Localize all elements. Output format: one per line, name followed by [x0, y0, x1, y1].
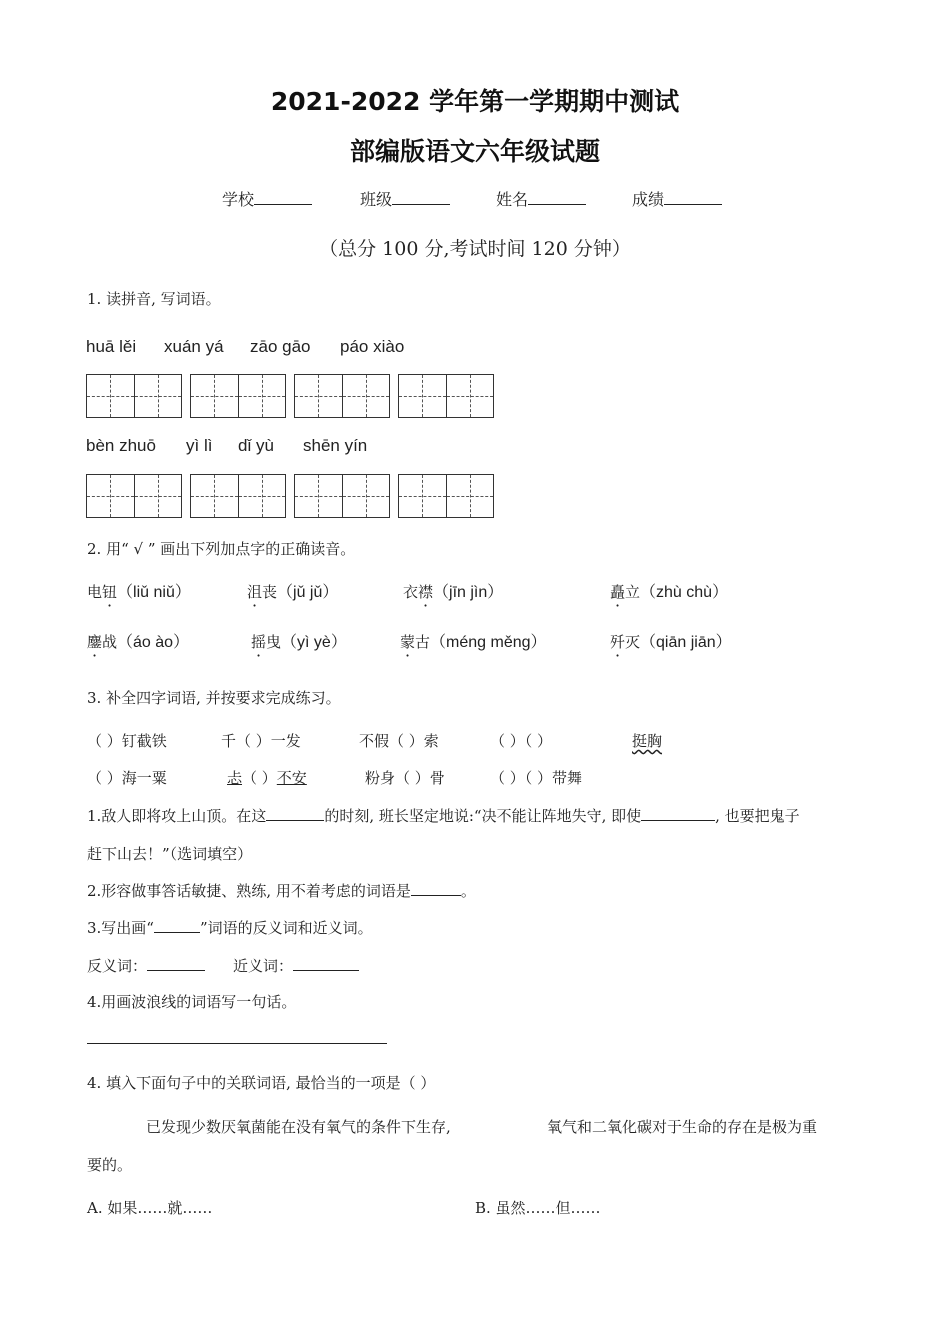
- name-field[interactable]: 姓名: [496, 187, 586, 210]
- writing-grid[interactable]: [190, 374, 286, 418]
- antonym-field[interactable]: 反义词：: [87, 955, 205, 976]
- fill-sentence-1[interactable]: 1.敌人即将攻上山顶。在这 的时刻, 班长坚定地说:“决不能让阵地失守, 即使 , 也要把鬼子: [87, 807, 800, 825]
- idiom-blank[interactable]: 粉身（ ）骨: [365, 769, 445, 787]
- idiom-blank[interactable]: 忐（ ）不安: [227, 769, 307, 787]
- q4-sentence-cont: 氧气和二氧化碳对于生命的存在是极为重: [547, 1118, 818, 1136]
- idiom-blank[interactable]: 不假（ ）索: [359, 732, 439, 750]
- fill-sentence-4: 4.用画波浪线的词语写一句话。: [87, 993, 297, 1011]
- pinyin-2: xuán yá: [164, 337, 224, 356]
- page-title: 2021-2022 学年第一学期期中测试: [270, 87, 680, 116]
- fill-sentence-1-cont: 赶下山去！”（选词填空）: [87, 845, 253, 863]
- pronunciation-item[interactable]: 蒙古（méng měng）: [400, 633, 547, 651]
- pronunciation-item[interactable]: 矗立（zhù chù）: [610, 583, 729, 601]
- idiom-blank[interactable]: 千（ ）一发: [221, 732, 301, 750]
- q4-sentence: 已发现少数厌氧菌能在没有氧气的条件下生存,: [146, 1118, 451, 1136]
- pinyin-4: páo xiào: [340, 337, 405, 356]
- pronunciation-item[interactable]: 衣襟（jīn jìn）: [403, 583, 504, 601]
- idiom-blank[interactable]: （ ）（ ）: [490, 732, 553, 750]
- pronunciation-item[interactable]: 歼灭（qiān jiān）: [610, 633, 732, 651]
- idiom-blank[interactable]: （ ）钉截铁: [87, 732, 167, 750]
- writing-grid[interactable]: [294, 374, 390, 418]
- pronunciation-item[interactable]: 摇曳（yì yè）: [251, 633, 347, 651]
- page-subtitle: 部编版语文六年级试题: [349, 137, 600, 166]
- pinyin-6: yì lì: [186, 436, 213, 455]
- score-note: （总分 100 分,考试时间 120 分钟）: [319, 238, 631, 260]
- writing-grid[interactable]: [398, 474, 494, 518]
- writing-grid[interactable]: [294, 474, 390, 518]
- idiom-blank[interactable]: （ ）（ ）带舞: [490, 769, 583, 787]
- pinyin-3: zāo gāo: [250, 337, 311, 356]
- answer-line[interactable]: [87, 1043, 387, 1044]
- q3-prompt: 3. 补全四字词语, 并按要求完成练习。: [87, 689, 341, 707]
- synonym-field[interactable]: 近义词：: [233, 955, 359, 976]
- q2-prompt: 2. 用“ √ ” 画出下列加点字的正确读音。: [87, 540, 356, 558]
- q4-prompt: 4. 填入下面句子中的关联词语, 最恰当的一项是（ ）: [87, 1074, 436, 1092]
- pronunciation-item[interactable]: 电钮（liǔ niǔ）: [87, 583, 191, 601]
- fill-sentence-3[interactable]: 3.写出画“ ”词语的反义词和近义词。: [87, 919, 373, 937]
- pronunciation-item[interactable]: 鏖战（áo ào）: [87, 633, 190, 651]
- pinyin-7: dǐ yù: [238, 436, 274, 455]
- option-a[interactable]: A. 如果……就……: [87, 1199, 213, 1217]
- writing-grid[interactable]: [86, 374, 182, 418]
- score-field[interactable]: 成绩: [632, 187, 722, 210]
- fill-sentence-2[interactable]: 2.形容做事答话敏捷、熟练, 用不着考虑的词语是 。: [87, 882, 476, 900]
- idiom-blank[interactable]: （ ）海一粟: [87, 769, 167, 787]
- pinyin-8: shēn yín: [303, 436, 368, 455]
- school-field[interactable]: 学校: [222, 187, 312, 210]
- writing-grid[interactable]: [190, 474, 286, 518]
- pinyin-5: bèn zhuō: [86, 436, 156, 455]
- pronunciation-item[interactable]: 沮丧（jǔ jǔ）: [247, 583, 339, 601]
- wavy-word: 挺胸: [632, 732, 663, 750]
- q4-sentence-end: 要的。: [87, 1156, 133, 1174]
- q1-prompt: 1. 读拼音, 写词语。: [87, 290, 221, 308]
- pinyin-1: huā lěi: [86, 337, 137, 356]
- writing-grid[interactable]: [86, 474, 182, 518]
- option-b[interactable]: B. 虽然……但……: [475, 1199, 601, 1217]
- writing-grid[interactable]: [398, 374, 494, 418]
- class-field[interactable]: 班级: [360, 187, 450, 210]
